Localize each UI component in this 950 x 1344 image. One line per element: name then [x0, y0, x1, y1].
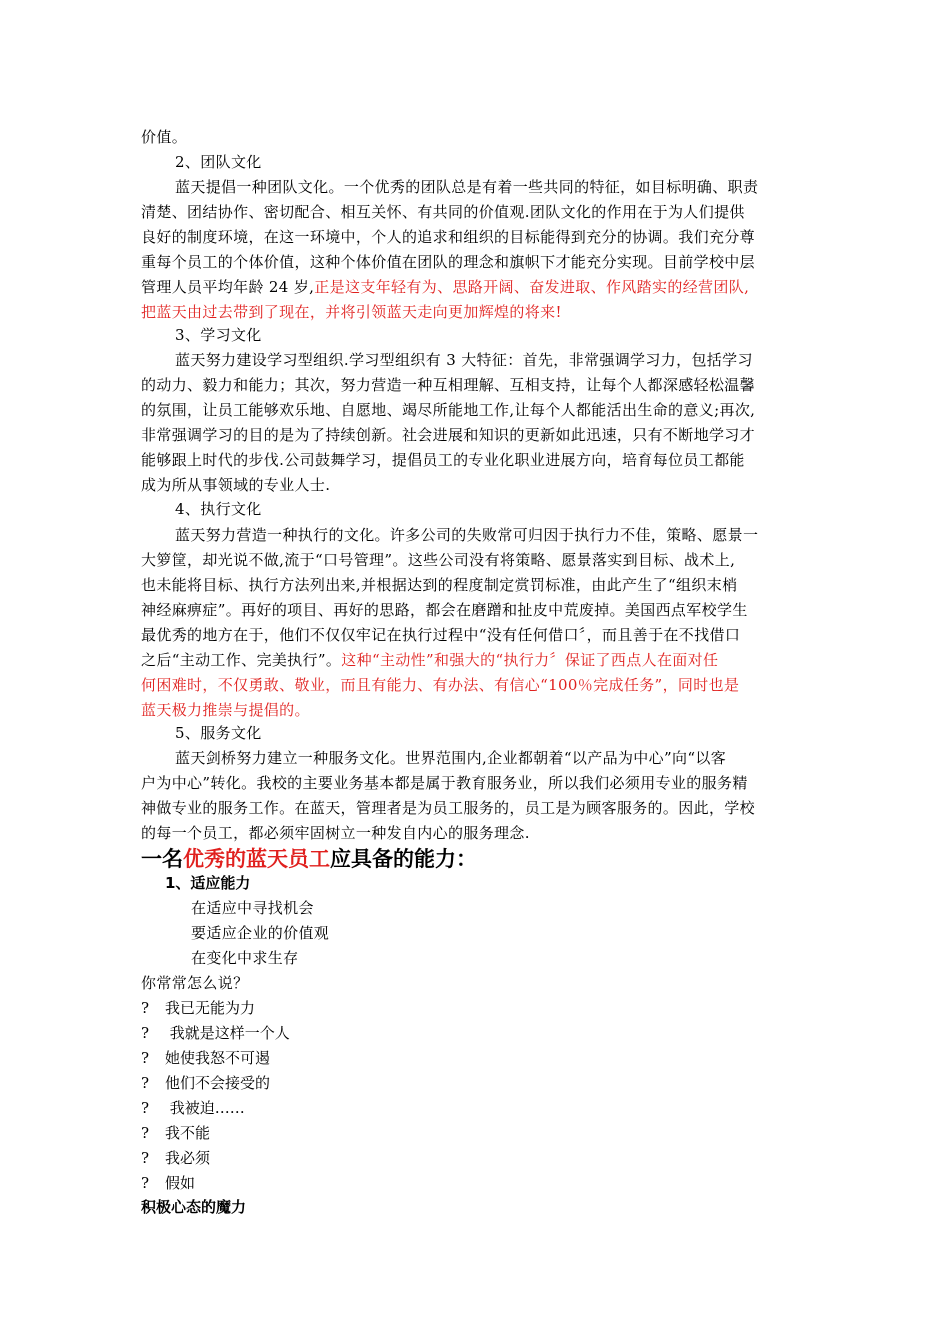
saying-text: 假如: [165, 1174, 196, 1192]
body-text: 成为所从事领域的专业人士.: [141, 476, 331, 494]
body-text: 神做专业的服务工作。在蓝天，管理者是为员工服务的，员工是为顾客服务的。因此，学校: [141, 799, 756, 817]
body-text: 管理人员平均年龄 24 岁,: [141, 278, 315, 296]
saying-text: 她使我怒不可遏: [165, 1049, 271, 1067]
heading-part: 一名: [141, 847, 183, 871]
ability-title: 1、适应能力: [165, 874, 251, 892]
text-line: [141, 374, 755, 396]
ability-item: 要适应企业的价值观: [191, 924, 330, 942]
saying-text: 我不能: [165, 1124, 211, 1142]
body-text: 重每个员工的个体价值，这种个体价值在团队的理念和旗帜下才能充分实现。目前学校中层: [141, 253, 756, 271]
text-line: [141, 772, 748, 794]
saying-item: [141, 997, 255, 1019]
body-text: 也未能将目标、执行方法列出来,并根据达到的程度制定赏罚标准，由此产生了“组织末梢: [141, 576, 738, 594]
body-text: 的动力、毅力和能力；其次，努力营造一种互相理解、互相支持，让每个人都深感轻松温馨: [141, 376, 756, 394]
text-line: [175, 524, 758, 546]
saying-text: 他们不会接受的: [165, 1074, 271, 1092]
text-line: [141, 226, 755, 248]
body-text: 良好的制度环境，在这一环境中，个人的追求和组织的目标能得到充分的协调。我们充分尊: [141, 228, 756, 246]
body-text: 非常强调学习的目的是为了持续创新。社会进展和知识的更新如此迅速，只有不断地学习才: [141, 426, 756, 444]
saying-item: [141, 1172, 195, 1194]
heading-part-emphasis: 优秀的蓝天员工: [183, 847, 330, 871]
text-line: [175, 349, 753, 371]
bullet-mark: ?: [141, 999, 150, 1017]
text-line: [141, 201, 745, 223]
text-line: [141, 797, 755, 819]
saying-item: [141, 1022, 290, 1044]
text-line: [175, 747, 726, 769]
saying-item: [141, 1147, 210, 1169]
emphasis-text: 正是这支年轻有为、思路开阔、奋发进取、作风踏实的经营团队,: [314, 278, 750, 296]
saying-item: [141, 1097, 245, 1119]
section-title-learning-culture: 3、学习文化: [175, 326, 262, 344]
text-line: [141, 301, 562, 323]
saying-text: 我就是这样一个人: [165, 1024, 290, 1042]
text-line: [141, 624, 740, 646]
body-text: 蓝天剑桥努力建立一种服务文化。世界范围内,企业都朝着“以产品为中心”向“以客: [175, 749, 727, 767]
emphasis-text: 这种“主动性”和强大的“执行力〞保证了西点人在面对任: [341, 651, 719, 669]
saying-text: 我被迫……: [165, 1099, 245, 1117]
text-line: [141, 599, 748, 621]
body-text: 的氛围，让员工能够欢乐地、自愿地、竭尽所能地工作,让每个人都能活出生命的意义;再次,: [141, 401, 756, 419]
body-text: 蓝天努力营造一种执行的文化。许多公司的失败常可归因于执行力不佳，策略、愿景一: [175, 526, 759, 544]
text-line: [141, 822, 530, 844]
text-line: [141, 649, 718, 671]
text-line: [141, 251, 755, 273]
emphasis-text: 把蓝天由过去带到了现在，并将引领蓝天走向更加辉煌的将来!: [141, 303, 562, 321]
emphasis-text: 何困难时，不仅勇敢、敬业，而且有能力、有办法、有信心“100％完成任务”，同时也是: [141, 676, 740, 694]
body-text: 神经麻痹症”。再好的项目、再好的思路，都会在磨蹭和扯皮中荒废掉。美国西点军校学生: [141, 601, 748, 619]
bullet-mark: ?: [141, 1049, 150, 1067]
question-text: 你常常怎么说？: [141, 974, 249, 992]
text-line: [141, 699, 310, 721]
intro-text: 价值。: [141, 128, 188, 146]
section-title-service-culture: 5、服务文化: [175, 724, 262, 742]
emphasis-text: 蓝天极力推崇与提倡的。: [141, 701, 310, 719]
text-line: [141, 549, 735, 571]
section-title-team-culture: 2、团队文化: [175, 153, 262, 171]
text-line: [141, 276, 749, 298]
saying-item: [141, 1122, 210, 1144]
ability-item: 在变化中求生存: [191, 949, 299, 967]
bullet-mark: ?: [141, 1174, 150, 1192]
text-line: [141, 474, 330, 496]
text-line: [175, 176, 758, 198]
text-line: [141, 674, 739, 696]
ability-item: 在适应中寻找机会: [191, 899, 314, 917]
body-text: 之后“主动工作、完美执行”。: [141, 651, 342, 669]
bullet-mark: ?: [141, 1024, 150, 1042]
abilities-heading: [141, 846, 477, 872]
body-text: 清楚、团结协作、密切配合、相互关怀、有共同的价值观.团队文化的作用在于为人们提供: [141, 203, 745, 221]
text-line: [141, 574, 737, 596]
saying-item: [141, 1047, 270, 1069]
footer-title: 积极心态的魔力: [141, 1198, 247, 1216]
body-text: 蓝天努力建设学习型组织.学习型组织有 3 大特征：首先，非常强调学习力，包括学习: [175, 351, 753, 369]
bullet-mark: ?: [141, 1124, 150, 1142]
text-line: [141, 449, 745, 471]
bullet-mark: ?: [141, 1074, 150, 1092]
saying-item: [141, 1072, 270, 1094]
body-text: 最优秀的地方在于，他们不仅仅牢记在执行过程中“没有任何借口〞，而且善于在不找借口: [141, 626, 741, 644]
body-text: 的每一个员工，都必须牢固树立一种发自内心的服务理念.: [141, 824, 530, 842]
body-text: 户为中心”转化。我校的主要业务基本都是属于教育服务业，所以我们必须用专业的服务精: [141, 774, 748, 792]
body-text: 能够跟上时代的步伐.公司鼓舞学习，提倡员工的专业化职业进展方向，培育每位员工都能: [141, 451, 745, 469]
body-text: 大箩筐，却光说不做,流于“口号管理”。这些公司没有将策略、愿景落实到目标、战术上,: [141, 551, 736, 569]
text-line: [141, 424, 755, 446]
saying-text: 我已无能为力: [165, 999, 256, 1017]
section-title-execution-culture: 4、执行文化: [175, 500, 262, 518]
saying-text: 我必须: [165, 1149, 211, 1167]
heading-part: 应具备的能力：: [330, 847, 477, 871]
bullet-mark: ?: [141, 1099, 150, 1117]
body-text: 蓝天提倡一种团队文化。一个优秀的团队总是有着一些共同的特征，如目标明确、职责: [175, 178, 759, 196]
bullet-mark: ?: [141, 1149, 150, 1167]
text-line: [141, 399, 755, 421]
